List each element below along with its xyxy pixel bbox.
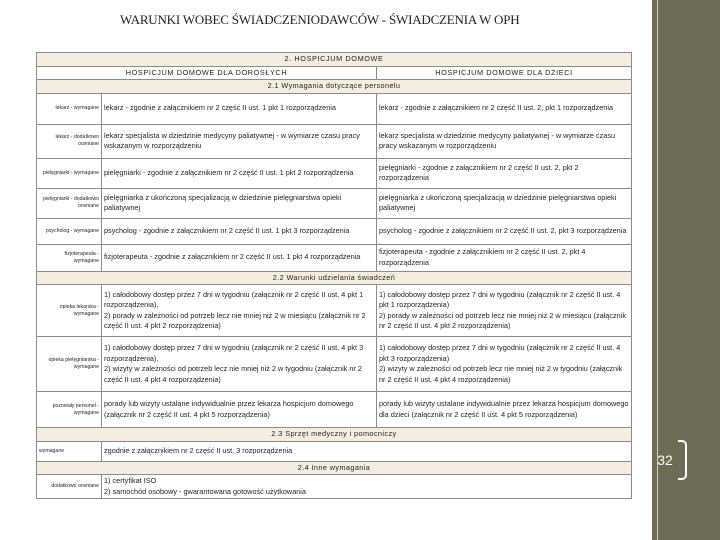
row-label: pozostały personel - wymagane: [37, 392, 102, 428]
table-row: [37, 218, 632, 244]
bracket-left-icon: [643, 440, 652, 480]
row-label: lekarz - dodatkowo oceniane: [37, 124, 102, 158]
section-header-other: 2.4 Inne wymagania: [37, 461, 632, 475]
section-header-equipment: 2.3 Sprzęt medyczny i pomocniczy: [37, 428, 632, 442]
equipment-cell: zgodnie z załącznikiem nr 2 część II ust. 3 rozporządzenia: [102, 441, 632, 461]
adults-cell: fizjoterapeuta - zgodnie z załącznikiem nr 2 część II ust. 1 pkt 4 rozporządzenia: [102, 244, 377, 271]
adults-cell: pielęgniarki - zgodnie z załącznikiem nr 2 część II ust. 1 pkt 2 rozporządzenia: [102, 158, 377, 188]
list-item: 2) samochód osobowy - gwarantowana gotowość użytkowania: [104, 486, 306, 496]
list-item: 2) wizyty w zależności od potrzeb lecz nie mniej niż 2 w tygodniu (załącznik nr 2 część II ust. 4 pkt 4 rozporządzenia): [104, 364, 362, 384]
children-cell: [377, 285, 632, 337]
children-cell: pielęgniarka z ukończoną specjalizacją w dziedzinie pielęgniarstwa opieki paliatywnej: [377, 188, 632, 218]
table-row: [37, 392, 632, 428]
row-label: fizjoterapeuta - wymagane: [37, 244, 102, 271]
children-cell: pielęgniarki - zgodnie z załącznikiem nr 2 część II ust. 2, pkt 2 rozporządzenia: [377, 158, 632, 188]
table-row: [37, 337, 632, 392]
adults-cell: lekarz specjalista w dziedzinie medycyny paliatywnej - w wymiarze czasu pracy wskazanym w rozporządzeniu: [102, 124, 377, 158]
table-row: [37, 441, 632, 461]
children-cell: porady lub wizyty ustalane indywidualnie przez lekarza hospicjum domowego dla dzieci (załącznik nr 2 część II ust. 4 pkt 5 rozporządzenia): [377, 392, 632, 428]
row-label: pielęgniarki - wymagane: [37, 158, 102, 188]
list-item: 1) całodobowy dostęp przez 7 dni w tygodniu (załącznik nr 2 część II ust. 4 pkt 1 rozporządzenia): [379, 289, 621, 309]
other-cell: [102, 475, 632, 499]
table-row: [37, 188, 632, 218]
row-label: pielęgniarki - dodatkowo oceniane: [37, 188, 102, 218]
row-label: wymagane: [37, 441, 102, 461]
children-cell: fizjoterapeuta - zgodnie z załącznikiem nr 2 część II ust. 2, pkt 4 rozporządzenia: [377, 244, 632, 271]
table-row: [37, 244, 632, 271]
list-item: 2) porady w zależności od potrzeb lecz nie mniej niż 2 w miesiącu (załącznik nr 2 część II ust. 4 pkt 2 rozporządzenia): [104, 310, 366, 330]
list-item: 1) całodobowy dostęp przez 7 dni w tygodniu (załącznik nr 2 część II ust. 4 pkt 3 rozporządzenia),: [104, 343, 364, 363]
column-header-adults: HOSPICJUM DOMOWE DLA DOROSŁYCH: [37, 66, 377, 80]
table-column-header-row: [37, 66, 632, 80]
row-label: dodatkowo oceniane: [37, 475, 102, 499]
section-row-conditions: [37, 271, 632, 285]
column-header-children: HOSPICJUM DOMOWE DLA DZIECI: [377, 66, 632, 80]
list-item: 2) porady w zależności od potrzeb lecz nie mniej niż 2 w miesiącu (załącznik nr 2 część II ust. 4 pkt 2 rozporządzenia): [379, 310, 626, 330]
section-header-conditions: 2.2 Warunki udzielania świadczeń: [37, 271, 632, 285]
children-cell: lekarz - zgodnie z załącznikiem nr 2 część II ust. 2, pkt 1 rozporządzenia: [377, 93, 632, 124]
section-header-staff: 2.1 Wymagania dotyczące personelu: [37, 80, 632, 94]
section-row-other: [37, 461, 632, 475]
row-label: opieka lekarska - wymagane: [37, 285, 102, 337]
table-row: [37, 285, 632, 337]
table-main-header: 2. HOSPICJUM DOMOWE: [37, 53, 632, 67]
list-item: 2) wizyty w zależności od potrzeb lecz nie mniej niż 2 w tygodniu (załącznik nr 2 część II ust. 4 pkt 4 rozporządzenia): [379, 364, 623, 384]
section-row-equipment: [37, 428, 632, 442]
list-item: 1) całodobowy dostęp przez 7 dni w tygodniu (załącznik nr 2 część II ust. 4 pkt 1 rozporządzenia),: [104, 289, 364, 309]
section-row-staff: [37, 80, 632, 94]
table-row: [37, 475, 632, 499]
page-number: 32: [657, 452, 673, 468]
table-main-header-row: [37, 53, 632, 67]
requirements-table: [36, 52, 632, 499]
adults-cell: [102, 337, 377, 392]
children-cell: lekarz specjalista w dziedzinie medycyny paliatywnej - w wymiarze czasu pracy wskazanym w rozporządzeniu: [377, 124, 632, 158]
adults-cell: psycholog - zgodnie z załącznikiem nr 2 część II ust. 1 pkt 3 rozporządzenia: [102, 218, 377, 244]
children-cell: [377, 337, 632, 392]
row-label: opieka pielęgniarska - wymagane: [37, 337, 102, 392]
row-label: lekarz - wymagane: [37, 93, 102, 124]
adults-cell: lekarz - zgodnie z załącznikiem nr 2 część II ust. 1 pkt 1 rozporządzenia: [102, 93, 377, 124]
slide-title: WARUNKI WOBEC ŚWIADCZENIODAWCÓW - ŚWIADCZENIA W OPH: [120, 12, 520, 27]
adults-cell: [102, 285, 377, 337]
children-cell: psycholog - zgodnie z załącznikiem nr 2 część II ust. 2, pkt 3 rozporządzenia: [377, 218, 632, 244]
table-row: [37, 93, 632, 124]
adults-cell: porady lub wizyty ustalane indywidualnie przez lekarza hospicjum domowego (załącznik nr 2 część II ust. 4 pkt 5 rozporządzenia): [102, 392, 377, 428]
bracket-right-icon: [678, 440, 687, 480]
page-number-badge: [643, 440, 687, 480]
list-item: 1) całodobowy dostęp przez 7 dni w tygodniu (załącznik nr 2 część II ust. 4 pkt 3 rozporządzenia): [379, 343, 621, 363]
adults-cell: pielęgniarka z ukończoną specjalizacją w dziedzinie pielęgniarstwa opieki paliatywnej: [102, 188, 377, 218]
list-item: 1) certyfikat ISO: [104, 476, 157, 485]
row-label: psycholog - wymagane: [37, 218, 102, 244]
table-row: [37, 124, 632, 158]
table-row: [37, 158, 632, 188]
